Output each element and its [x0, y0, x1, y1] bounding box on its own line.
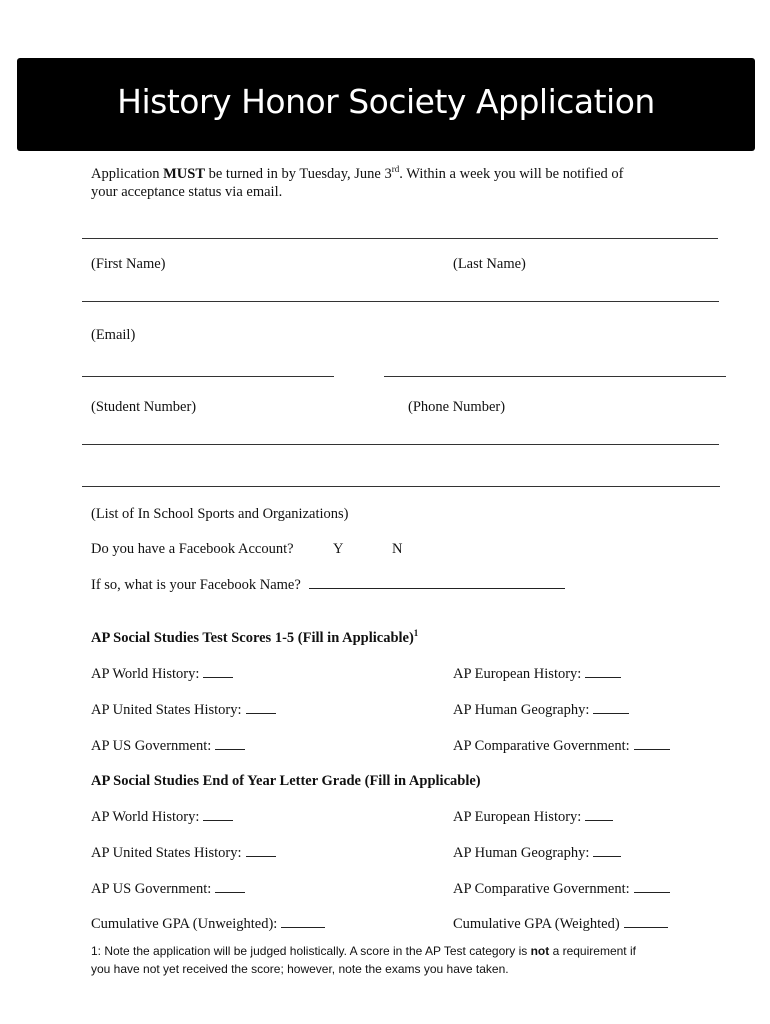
facebook-no-option[interactable]: N [392, 541, 403, 557]
sports-label: (List of In School Sports and Organizations) [91, 506, 349, 522]
must-emphasis: MUST [163, 166, 205, 182]
gpa-weighted-row: Cumulative GPA (Weighted) [453, 915, 668, 933]
grade-us-gov-row: AP US Government: [91, 880, 245, 898]
grade-comp-gov-row: AP Comparative Government: [453, 880, 670, 898]
facebook-question: Do you have a Facebook Account? [91, 541, 294, 557]
email-input-line[interactable] [82, 301, 719, 302]
gpa-weighted-blank[interactable] [624, 915, 668, 928]
email-label: (Email) [91, 327, 136, 343]
footnote-line-1: 1: Note the application will be judged holistically. A score in the AP Test category is not a requirement if [91, 944, 636, 958]
facebook-name-label: If so, what is your Facebook Name? [91, 577, 301, 593]
phone-number-label: (Phone Number) [408, 399, 506, 415]
score-european-blank[interactable] [585, 665, 621, 678]
test-scores-heading: AP Social Studies Test Scores 1-5 (Fill in Applicable)$^1$ [91, 628, 419, 646]
grade-us-history-row: AP United States History: [91, 844, 276, 862]
score-us-history-row: AP United States History: [91, 701, 276, 719]
letter-grades-heading: AP Social Studies End of Year Letter Grade (Fill in Applicable) [91, 773, 481, 789]
score-european-row: AP European History: [453, 665, 621, 683]
score-world-blank[interactable] [203, 665, 233, 678]
score-comp-gov-blank[interactable] [634, 737, 670, 750]
intro-line-1: Application MUST be turned in by Tuesday, June 3rd. Within a week you will be notified of [91, 164, 624, 182]
name-input-line[interactable] [82, 238, 718, 239]
score-human-geo-blank[interactable] [593, 701, 629, 714]
intro-line-2: your acceptance status via email. [91, 184, 283, 200]
sports-input-line-1[interactable] [82, 444, 719, 445]
score-us-history-blank[interactable] [246, 701, 276, 714]
score-world-row: AP World History: [91, 665, 233, 683]
facebook-yes-option[interactable]: Y [333, 541, 344, 557]
student-number-input-line[interactable] [82, 376, 334, 377]
title-banner [17, 58, 755, 151]
last-name-label: (Last Name) [453, 256, 526, 272]
grade-comp-gov-blank[interactable] [634, 880, 670, 893]
grade-human-geo-blank[interactable] [593, 844, 621, 857]
grade-european-row: AP European History: [453, 808, 613, 826]
footnote-line-2: you have not yet received the score; however, note the exams you have taken. [91, 962, 509, 976]
gpa-unweighted-row: Cumulative GPA (Unweighted): [91, 915, 325, 933]
score-us-gov-blank[interactable] [215, 737, 245, 750]
grade-us-gov-blank[interactable] [215, 880, 245, 893]
score-us-gov-row: AP US Government: [91, 737, 245, 755]
score-comp-gov-row: AP Comparative Government: [453, 737, 670, 755]
student-number-label: (Student Number) [91, 399, 197, 415]
grade-us-history-blank[interactable] [246, 844, 276, 857]
first-name-label: (First Name) [91, 256, 166, 272]
score-human-geo-row: AP Human Geography: [453, 701, 629, 719]
grade-world-blank[interactable] [203, 808, 233, 821]
sports-input-line-2[interactable] [82, 486, 720, 487]
grade-human-geo-row: AP Human Geography: [453, 844, 621, 862]
gpa-unweighted-blank[interactable] [281, 915, 325, 928]
grade-european-blank[interactable] [585, 808, 613, 821]
phone-number-input-line[interactable] [384, 376, 726, 377]
grade-world-row: AP World History: [91, 808, 233, 826]
page-title: History Honor Society Application [117, 82, 655, 121]
facebook-name-blank[interactable] [309, 576, 565, 589]
facebook-name-row [91, 576, 565, 594]
